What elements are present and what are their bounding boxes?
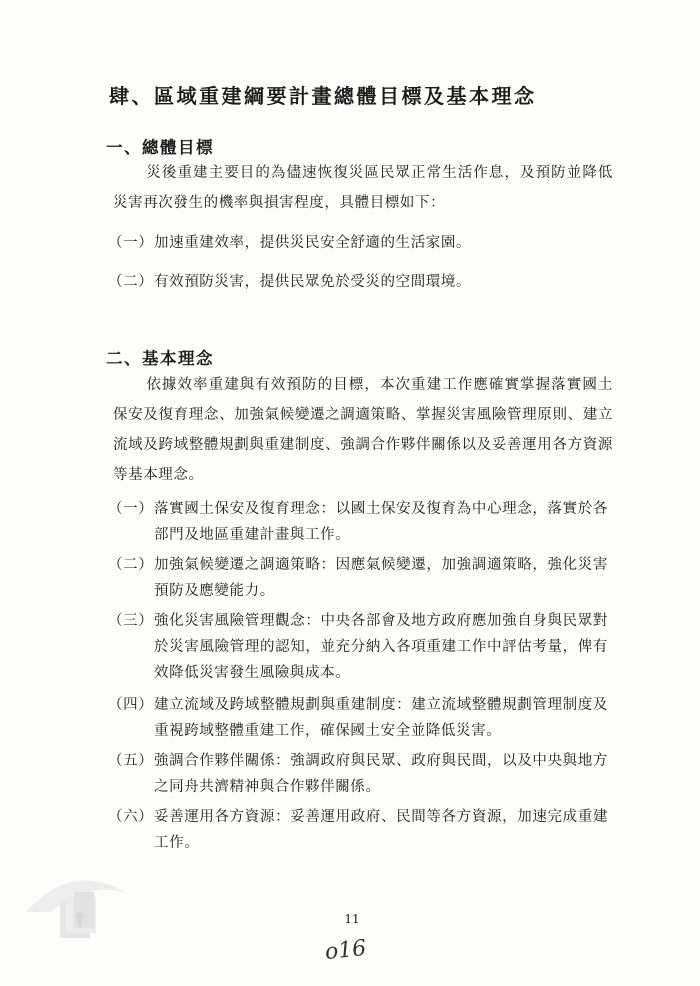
section-heading-basic-concepts: 二、基本理念	[106, 349, 214, 368]
section-heading-overall-goals: 一、總體目標	[106, 138, 214, 157]
list-item-number: （六）	[108, 809, 154, 825]
list-item-text: 建立流域及跨域整體規劃與重建制度：建立流域整體規劃管理制度及重視跨域整體重建工作，確保國土安全並降低災害。	[154, 697, 608, 739]
list-item-number: （五）	[108, 753, 154, 769]
list-item	[108, 608, 608, 686]
list-item	[108, 552, 608, 604]
list-item-text: 有效預防災害，提供民眾免於受災的空間環境。	[154, 274, 472, 290]
list-item	[108, 496, 608, 548]
list-item	[108, 269, 608, 295]
list-item-text: 加速重建效率，提供災民安全舒適的生活家園。	[154, 235, 472, 251]
list-item-number: （三）	[108, 613, 154, 629]
list-item-number: （二）	[108, 274, 154, 290]
list-item-number: （二）	[108, 557, 154, 573]
list-item-text: 強化災害風險管理觀念：中央各部會及地方政府應加強自身與民眾對於災害風險管理的認知，並充分納入各項重建工作中評估考量，俾有效降低災害發生風險與成本。	[154, 613, 608, 681]
list-item-text: 落實國土保安及復育理念：以國土保安及復育為中心理念，落實於各部門及地區重建計畫與工作。	[154, 501, 608, 543]
page-number: 11	[344, 912, 360, 926]
list-item	[108, 748, 608, 800]
section-paragraph: 災後重建主要目的為儘速恢復災區民眾正常生活作息，及預防並降低災害再次發生的機率與損害程度，具體目標如下：	[113, 165, 613, 211]
list-item	[108, 804, 608, 856]
handwritten-mark: o16	[323, 935, 368, 966]
list-item-text: 加強氣候變遷之調適策略：因應氣候變遷，加強調適策略，強化災害預防及應變能力。	[154, 557, 608, 599]
list-item-number: （四）	[108, 697, 154, 713]
list-item	[108, 692, 608, 744]
list-item-number: （一）	[108, 501, 154, 517]
list-item	[108, 230, 608, 256]
library-watermark-icon	[22, 872, 132, 944]
page-title: 肆、區域重建綱要計畫總體目標及基本理念	[109, 84, 537, 108]
list-item-number: （一）	[108, 235, 154, 251]
list-item-text: 妥善運用各方資源：妥善運用政府、民間等各方資源，加速完成重建工作。	[154, 809, 608, 851]
section-paragraph: 依據效率重建與有效預防的目標，本次重建工作應確實掌握落實國土保安及復育理念、加強氣候變遷之調適策略、掌握災害風險管理原則、建立流域及跨域整體規劃與重建制度、強調合作夥伴關係以及妥善運用各方資源等基本理念。	[113, 377, 613, 483]
list-item-text: 強調合作夥伴關係：強調政府與民眾、政府與民間，以及中央與地方之同舟共濟精神與合作夥伴關係。	[154, 753, 608, 795]
